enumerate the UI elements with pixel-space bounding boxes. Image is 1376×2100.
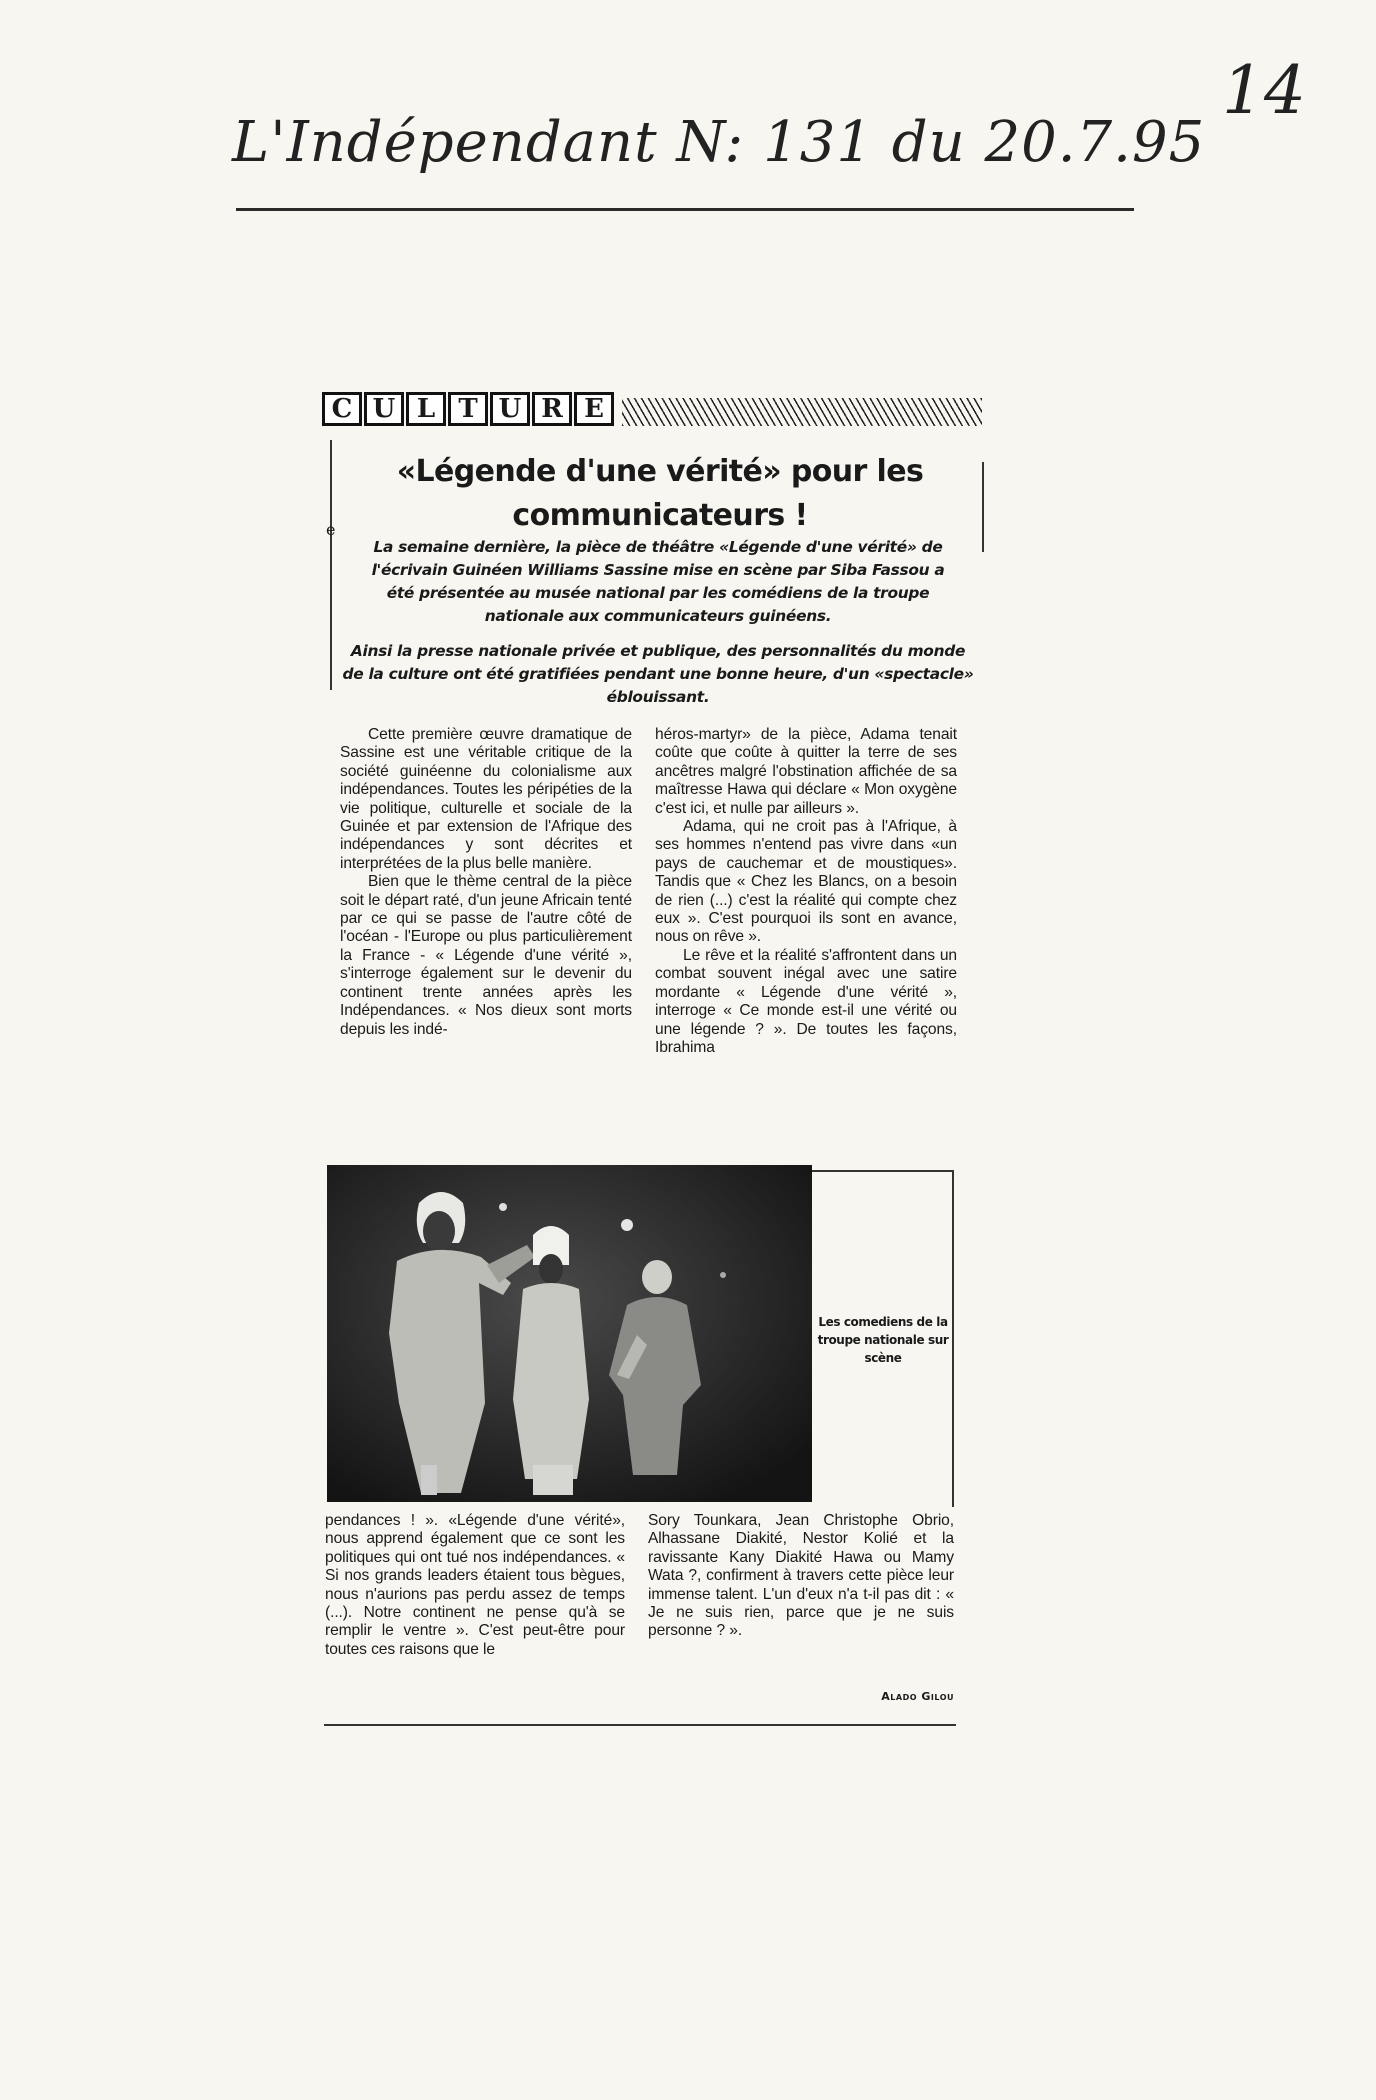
article-lead-paragraph-2: Ainsi la presse nationale privée et publique, des personnalités du monde de la culture ont été gratifiées pendant une bonne heure, d'un «spectacle» éblouissant. [342,642,974,706]
article-left-rule [330,440,332,690]
body-paragraph: Adama, qui ne croit pas à l'Afrique, à ses hommes n'entend pas vivre dans «un pays de cauchemar et de moustiques». Tandis que « Chez les Blancs, on a besoin de rien (...) c'est la réalité qui compte chez eux ». C'est pourquoi ils sont en avance, nous on rêve ». [655,818,957,946]
author-signature: Alado Gilou [881,1690,954,1703]
text-column-4 [648,1512,954,1641]
handwritten-page-number: 14 [1222,52,1306,129]
body-paragraph: Cette première œuvre dramatique de Sassine est une véritable critique de la société guinéenne du colonialisme aux indépendances. Toutes les péripéties de la vie politique, culturelle et sociale de la Guinée et par extension de l'Afrique des indépendances y sont décrites et interprétées de la plus belle manière. [340,726,632,872]
banner-letter: L [406,392,446,426]
handwritten-header: L'Indépendant N: 131 du 20.7.95 [232,110,1206,175]
banner-letter: U [490,392,530,426]
text-column-3 [325,1512,625,1659]
banner-hatch-rule [622,398,982,426]
banner-letter: E [574,392,614,426]
body-paragraph: Bien que le thème central de la pièce soit le départ raté, d'un jeune Africain tenté par ce qui se passe de l'autre côté de l'océan - l'Europe ou plus particulièrement la France - « Légende d'une vérité », s'interroge également sur le devenir du continent trente années après les Indépendances. « Nos dieux sont morts depuis les indé- [340,873,632,1038]
article-lead-paragraph: La semaine dernière, la pièce de théâtre «Légende d'une vérité» de l'écrivain Guinéen Williams Sassine mise en scène par Siba Fassou a été présentée au musée national par les comédiens de la troupe nationale aux communicateurs guinéens. [371,538,945,625]
stage-photo [327,1165,812,1502]
article-right-rule [982,462,984,552]
body-paragraph: héros-martyr» de la pièce, Adama tenait coûte que coûte à quitter la terre de ses ancêtres malgré l'obstination affichée de sa maîtresse Hawa qui déclare « Mon oxygène c'est ici, et nulle par ailleurs ». [655,726,957,817]
body-paragraph: Le rêve et la réalité s'affrontent dans un combat souvent inégal avec une satire mordante « Légende d'une vérité », interroge « Ce monde est-il une vérité ou une légende ? ». De toutes les façons, Ibrahima [655,946,957,1056]
headline-line-2: communicateurs ! [512,498,808,533]
margin-mark: e [326,520,336,539]
stage-photo-scene [327,1165,812,1502]
article-bottom-rule [324,1724,956,1726]
banner-letter: R [532,392,572,426]
banner-letters [322,392,616,426]
banner-letter: T [448,392,488,426]
text-column-1 [340,726,632,1039]
article-headline [360,450,960,538]
headline-line-1: «Légende d'une vérité» pour les [396,454,924,489]
banner-letter: U [364,392,404,426]
body-paragraph: Sory Tounkara, Jean Christophe Obrio, Alhassane Diakité, Nestor Kolié et la ravissante Kany Diakité Hawa ou Mamy Wata ?, confirment à travers cette pièce leur immense talent. L'un d'eux n'a t-il pas dit : « Je ne suis rien, parce que je ne suis personne ? ». [648,1512,954,1640]
photo-caption: Les comediens de la troupe nationale sur scène [817,1315,949,1365]
text-column-2 [655,726,957,1057]
body-paragraph: pendances ! ». «Légende d'une vérité», nous apprend également que ce sont les politiques qui ont tué nos indépendances. « Si nos grands leaders étaient tous bègues, nous n'aurions pas perdu assez de temps (...). Notre continent ne pense qu'à se remplir le ventre ». C'est peut-être pour toutes ces raisons que le [325,1512,625,1658]
handwritten-underline [236,208,1134,211]
culture-section-banner [322,392,982,432]
banner-letter: C [322,392,362,426]
